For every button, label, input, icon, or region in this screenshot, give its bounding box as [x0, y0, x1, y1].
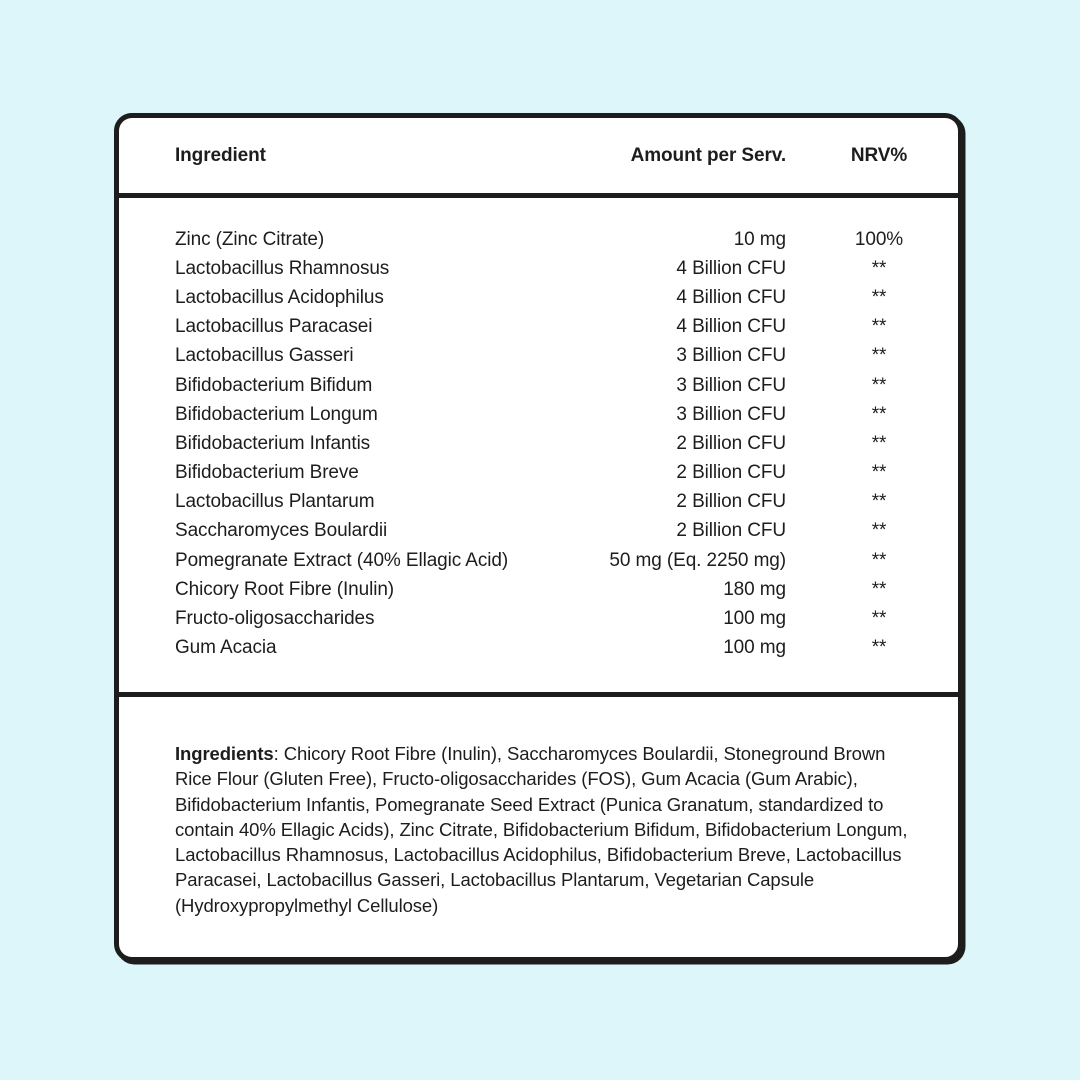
table-row	[119, 400, 958, 429]
ingredient-amount: 3 Billion CFU	[676, 403, 786, 425]
ingredients-list-text: : Chicory Root Fibre (Inulin), Saccharomyces Boulardii, Stoneground Brown Rice Flour (Gluten Free), Fructo-oligosaccharides (FOS), Gum Acacia (Gum Arabic), Bifidobacterium Infantis, Pomegranate Seed Extract (Punica Granatum, standardized to contain 40% Ellagic Acids), Zinc Citrate, Bifidobacterium Bifidum, Bifidobacterium Longum, Lactobacillus Rhamnosus, Lactobacillus Acidophilus, Bifidobacterium Breve, Lactobacillus Paracasei, Lactobacillus Gasseri, Lactobacillus Plantarum, Vegetarian Capsule (Hydroxypropylmethyl Cellulose)	[175, 743, 908, 916]
ingredient-nrv: **	[871, 257, 887, 279]
table-row	[119, 225, 958, 254]
table-row	[119, 429, 958, 458]
supplement-facts-card	[114, 113, 963, 962]
ingredient-name: Bifidobacterium Breve	[175, 462, 359, 484]
ingredient-nrv: **	[871, 316, 887, 338]
ingredient-nrv: **	[871, 637, 887, 659]
table-row	[119, 342, 958, 371]
header-ingredient: Ingredient	[175, 144, 266, 166]
ingredient-nrv: **	[871, 549, 887, 571]
ingredient-name: Lactobacillus Acidophilus	[175, 286, 384, 308]
ingredient-amount: 4 Billion CFU	[676, 286, 786, 308]
ingredient-amount: 4 Billion CFU	[676, 316, 786, 338]
ingredient-name: Zinc (Zinc Citrate)	[175, 228, 325, 250]
ingredient-name: Saccharomyces Boulardii	[175, 520, 388, 542]
ingredient-amount: 3 Billion CFU	[676, 374, 786, 396]
ingredient-name: Fructo-oligosaccharides	[175, 608, 375, 630]
table-row	[119, 488, 958, 517]
ingredient-nrv: **	[871, 286, 887, 308]
ingredient-nrv: **	[871, 578, 887, 600]
ingredient-nrv: **	[871, 491, 887, 513]
ingredient-amount: 100 mg	[723, 608, 786, 630]
ingredient-amount: 100 mg	[723, 637, 786, 659]
ingredient-amount: 2 Billion CFU	[676, 462, 786, 484]
header-amount-per-serving: Amount per Serv.	[630, 144, 786, 166]
ingredient-name: Bifidobacterium Infantis	[175, 432, 371, 454]
ingredient-table	[119, 198, 958, 692]
ingredient-amount: 2 Billion CFU	[676, 520, 786, 542]
table-row	[119, 634, 958, 663]
ingredient-amount: 180 mg	[723, 578, 786, 600]
ingredient-nrv: **	[871, 345, 887, 367]
ingredient-amount: 10 mg	[733, 228, 786, 250]
ingredient-nrv: **	[871, 462, 887, 484]
ingredient-name: Lactobacillus Rhamnosus	[175, 257, 390, 279]
table-row	[119, 517, 958, 546]
ingredient-amount: 4 Billion CFU	[676, 257, 786, 279]
table-header	[119, 118, 958, 198]
ingredient-amount: 2 Billion CFU	[676, 432, 786, 454]
ingredient-name: Chicory Root Fibre (Inulin)	[175, 578, 395, 600]
header-nrv-percent: NRV%	[850, 144, 908, 166]
table-row	[119, 371, 958, 400]
ingredient-name: Bifidobacterium Longum	[175, 403, 378, 425]
ingredient-nrv: **	[871, 374, 887, 396]
ingredient-nrv: **	[871, 520, 887, 542]
ingredients-label: Ingredients	[175, 743, 274, 764]
table-row	[119, 459, 958, 488]
ingredient-name: Lactobacillus Paracasei	[175, 316, 373, 338]
table-row	[119, 254, 958, 283]
ingredient-name: Lactobacillus Plantarum	[175, 491, 375, 513]
ingredient-amount: 2 Billion CFU	[676, 491, 786, 513]
ingredient-nrv: 100%	[854, 228, 904, 250]
table-row	[119, 575, 958, 604]
table-row	[119, 604, 958, 633]
ingredient-amount: 3 Billion CFU	[676, 345, 786, 367]
ingredient-nrv: **	[871, 403, 887, 425]
ingredients-paragraph	[119, 692, 958, 957]
ingredient-name: Bifidobacterium Bifidum	[175, 374, 373, 396]
ingredient-name: Pomegranate Extract (40% Ellagic Acid)	[175, 549, 509, 571]
table-row	[119, 313, 958, 342]
ingredient-nrv: **	[871, 432, 887, 454]
ingredient-nrv: **	[871, 608, 887, 630]
ingredient-name: Gum Acacia	[175, 637, 277, 659]
ingredient-name: Lactobacillus Gasseri	[175, 345, 354, 367]
table-row	[119, 546, 958, 575]
ingredient-amount: 50 mg (Eq. 2250 mg)	[609, 549, 786, 571]
table-row	[119, 283, 958, 312]
